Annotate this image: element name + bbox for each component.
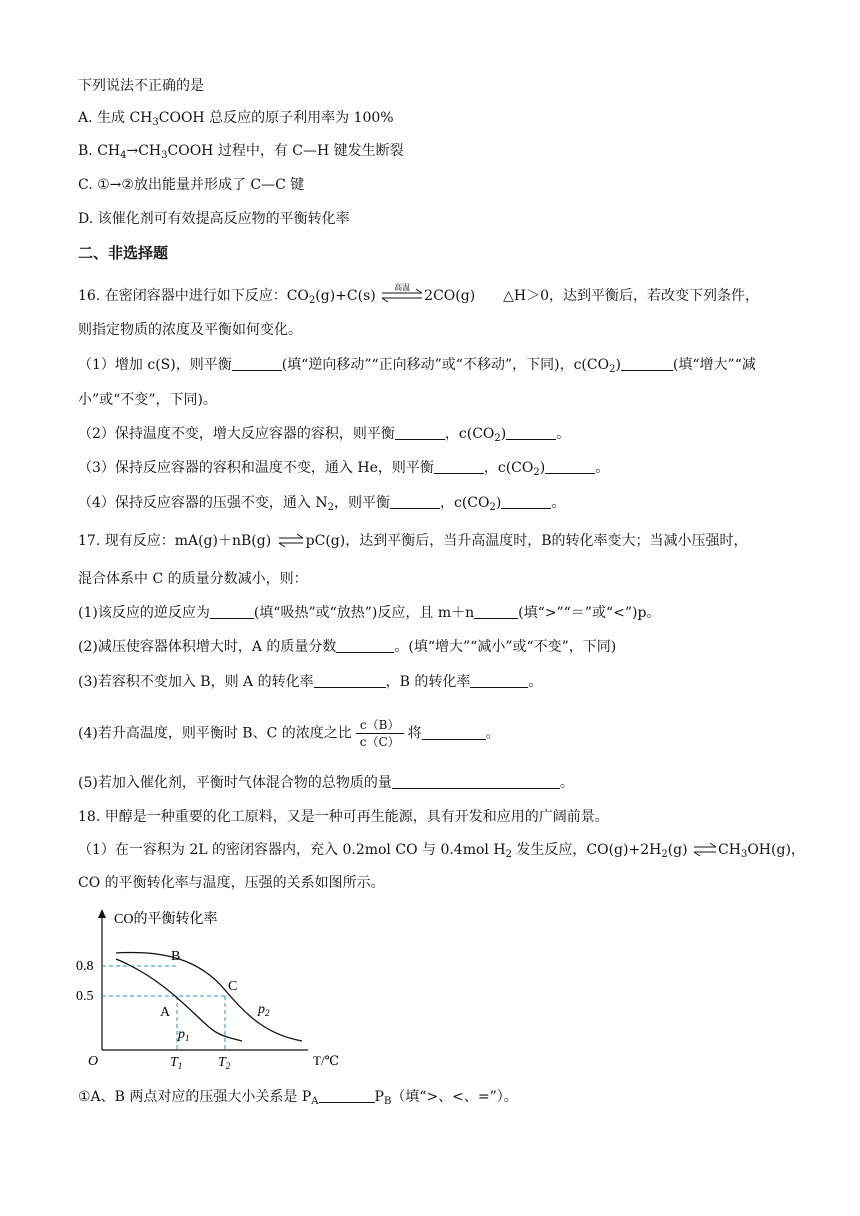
answer-blank[interactable] — [545, 459, 595, 474]
origin-label: O — [88, 1054, 99, 1069]
equilibrium-arrow-icon — [278, 533, 304, 547]
q16-part1: （1）增加 c(S)，则平衡 (填“逆向移动”“正向移动”或“不移动”，下同)，$c(CO_2)$ (填“增大”“减 — [78, 357, 756, 375]
answer-blank[interactable] — [474, 604, 518, 619]
q16-part1-line2: 小”或“不变”，下同)。 — [78, 392, 217, 408]
q18-part1-line2: CO 的平衡转化率与温度，压强的关系如图所示。 — [78, 875, 385, 891]
x-tick-t2: $T_2$ — [218, 1055, 231, 1071]
answer-blank[interactable] — [390, 494, 440, 509]
answer-blank[interactable] — [501, 494, 551, 509]
q15-stem: 下列说法不正确的是 — [78, 78, 204, 94]
curve-p2 — [116, 952, 302, 1041]
q17-part4: (4)若升高温度，则平衡时 B、C 的浓度之比 $\frac{c(B)}{c(C)}$ 将 。 — [78, 718, 500, 749]
answer-blank[interactable] — [314, 673, 386, 688]
answer-blank[interactable] — [395, 425, 445, 440]
y-axis-arrow-icon — [98, 909, 106, 918]
q17-part1: (1)该反应的逆反应为 (填“吸热”或“放热”)反应，且 m＋n (填“>”“＝”或“<”)p。 — [78, 605, 661, 621]
q16-part2: （2）保持温度不变，增大反应容器的容积，则平衡 ，$c(CO_2)$ 。 — [78, 426, 571, 444]
q17-stem: 17. 现有反应：mA(g)＋nB(g) pC(g)，达到平衡后，当升高温度时，B的转化率变大；当减小压强时， — [78, 533, 748, 549]
answer-blank[interactable] — [392, 774, 560, 789]
answer-blank[interactable] — [319, 1088, 375, 1103]
answer-blank[interactable] — [470, 673, 528, 688]
q15-option-a: A. 生成 $CH_3COOH$ 总反应的原子利用率为 100% — [78, 110, 394, 128]
q17-part3: (3)若容积不变加入 B，则 A 的转化率 ，B 的转化率 。 — [78, 674, 543, 690]
answer-blank[interactable] — [506, 425, 556, 440]
equilibrium-arrow-icon: 高温 — [380, 284, 424, 304]
conversion-figure — [70, 905, 350, 1075]
answer-blank[interactable] — [336, 638, 394, 653]
point-a-label: A — [160, 1005, 171, 1020]
curve-p2-label: $p_2$ — [258, 1002, 270, 1018]
concentration-ratio: $\frac{c(B)}{c(C)}$ — [356, 717, 404, 750]
q18-stem: 18. 甲醇是一种重要的化工原料，又是一种可再生能源，具有开发和应用的广阔前景。 — [78, 809, 609, 825]
q17-stem-line2: 混合体系中 C 的质量分数减小，则： — [78, 571, 308, 587]
curve-p1-label: $p_1$ — [178, 1027, 190, 1043]
point-c-label: C — [228, 979, 238, 994]
q15-option-c: C. ①→②放出能量并形成了 C—C 键 — [78, 177, 305, 193]
equilibrium-arrow-icon — [693, 842, 717, 856]
q16-part4: （4）保持反应容器的压强不变，通入 $N_2$，则平衡 ，$c(CO_2)$ 。 — [78, 495, 566, 513]
q15-option-b: B. $CH_4\to CH_3COOH$ 过程中，有 C—H 键发生断裂 — [78, 143, 404, 161]
y-tick-0.5: 0.5 — [76, 989, 94, 1004]
y-axis-label: CO的平衡转化率 — [114, 912, 218, 927]
point-b-label: B — [171, 949, 181, 964]
answer-blank[interactable] — [434, 459, 484, 474]
q18-part1: （1）在一容积为 2L 的密闭容器内，充入 0.2mol CO 与 0.4mol $H_2$ 发生反应，$CO(g)+2H_2(g)$ $CH_3OH(g)$， — [78, 842, 805, 860]
answer-blank[interactable] — [232, 356, 282, 371]
answer-blank[interactable] — [210, 604, 254, 619]
answer-blank[interactable] — [422, 725, 486, 740]
q18-sub1: ①A、B 两点对应的压强大小关系是 $P_A$ $P_B$（填“>、<、=”）。 — [78, 1089, 518, 1107]
q17-part5: (5)若加入催化剂，平衡时气体混合物的总物质的量 。 — [78, 775, 574, 791]
q16-part3: （3）保持反应容器的容积和温度不变，通入 He，则平衡 ，$c(CO_2)$ 。 — [78, 460, 610, 478]
q15-option-d: D. 该催化剂可有效提高反应物的平衡转化率 — [78, 211, 350, 227]
y-tick-0.8: 0.8 — [76, 959, 94, 974]
answer-blank[interactable] — [621, 356, 673, 371]
q16-stem: 16. 在密闭容器中进行如下反应：$CO_2(g)+C(s)$ 高温 2CO(g) △H＞0，达到平衡后，若改变下列条件， — [78, 283, 760, 306]
x-tick-t1: $T_1$ — [170, 1055, 183, 1071]
section-title: 二、非选择题 — [78, 244, 169, 262]
q17-part2: (2)减压使容器体积增大时，A 的质量分数 。(填“增大”“减小”或“不变”，下同) — [78, 639, 617, 655]
x-axis-label: T/℃ — [313, 1053, 340, 1068]
q16-stem-line2: 则指定物质的浓度及平衡如何变化。 — [78, 322, 302, 338]
